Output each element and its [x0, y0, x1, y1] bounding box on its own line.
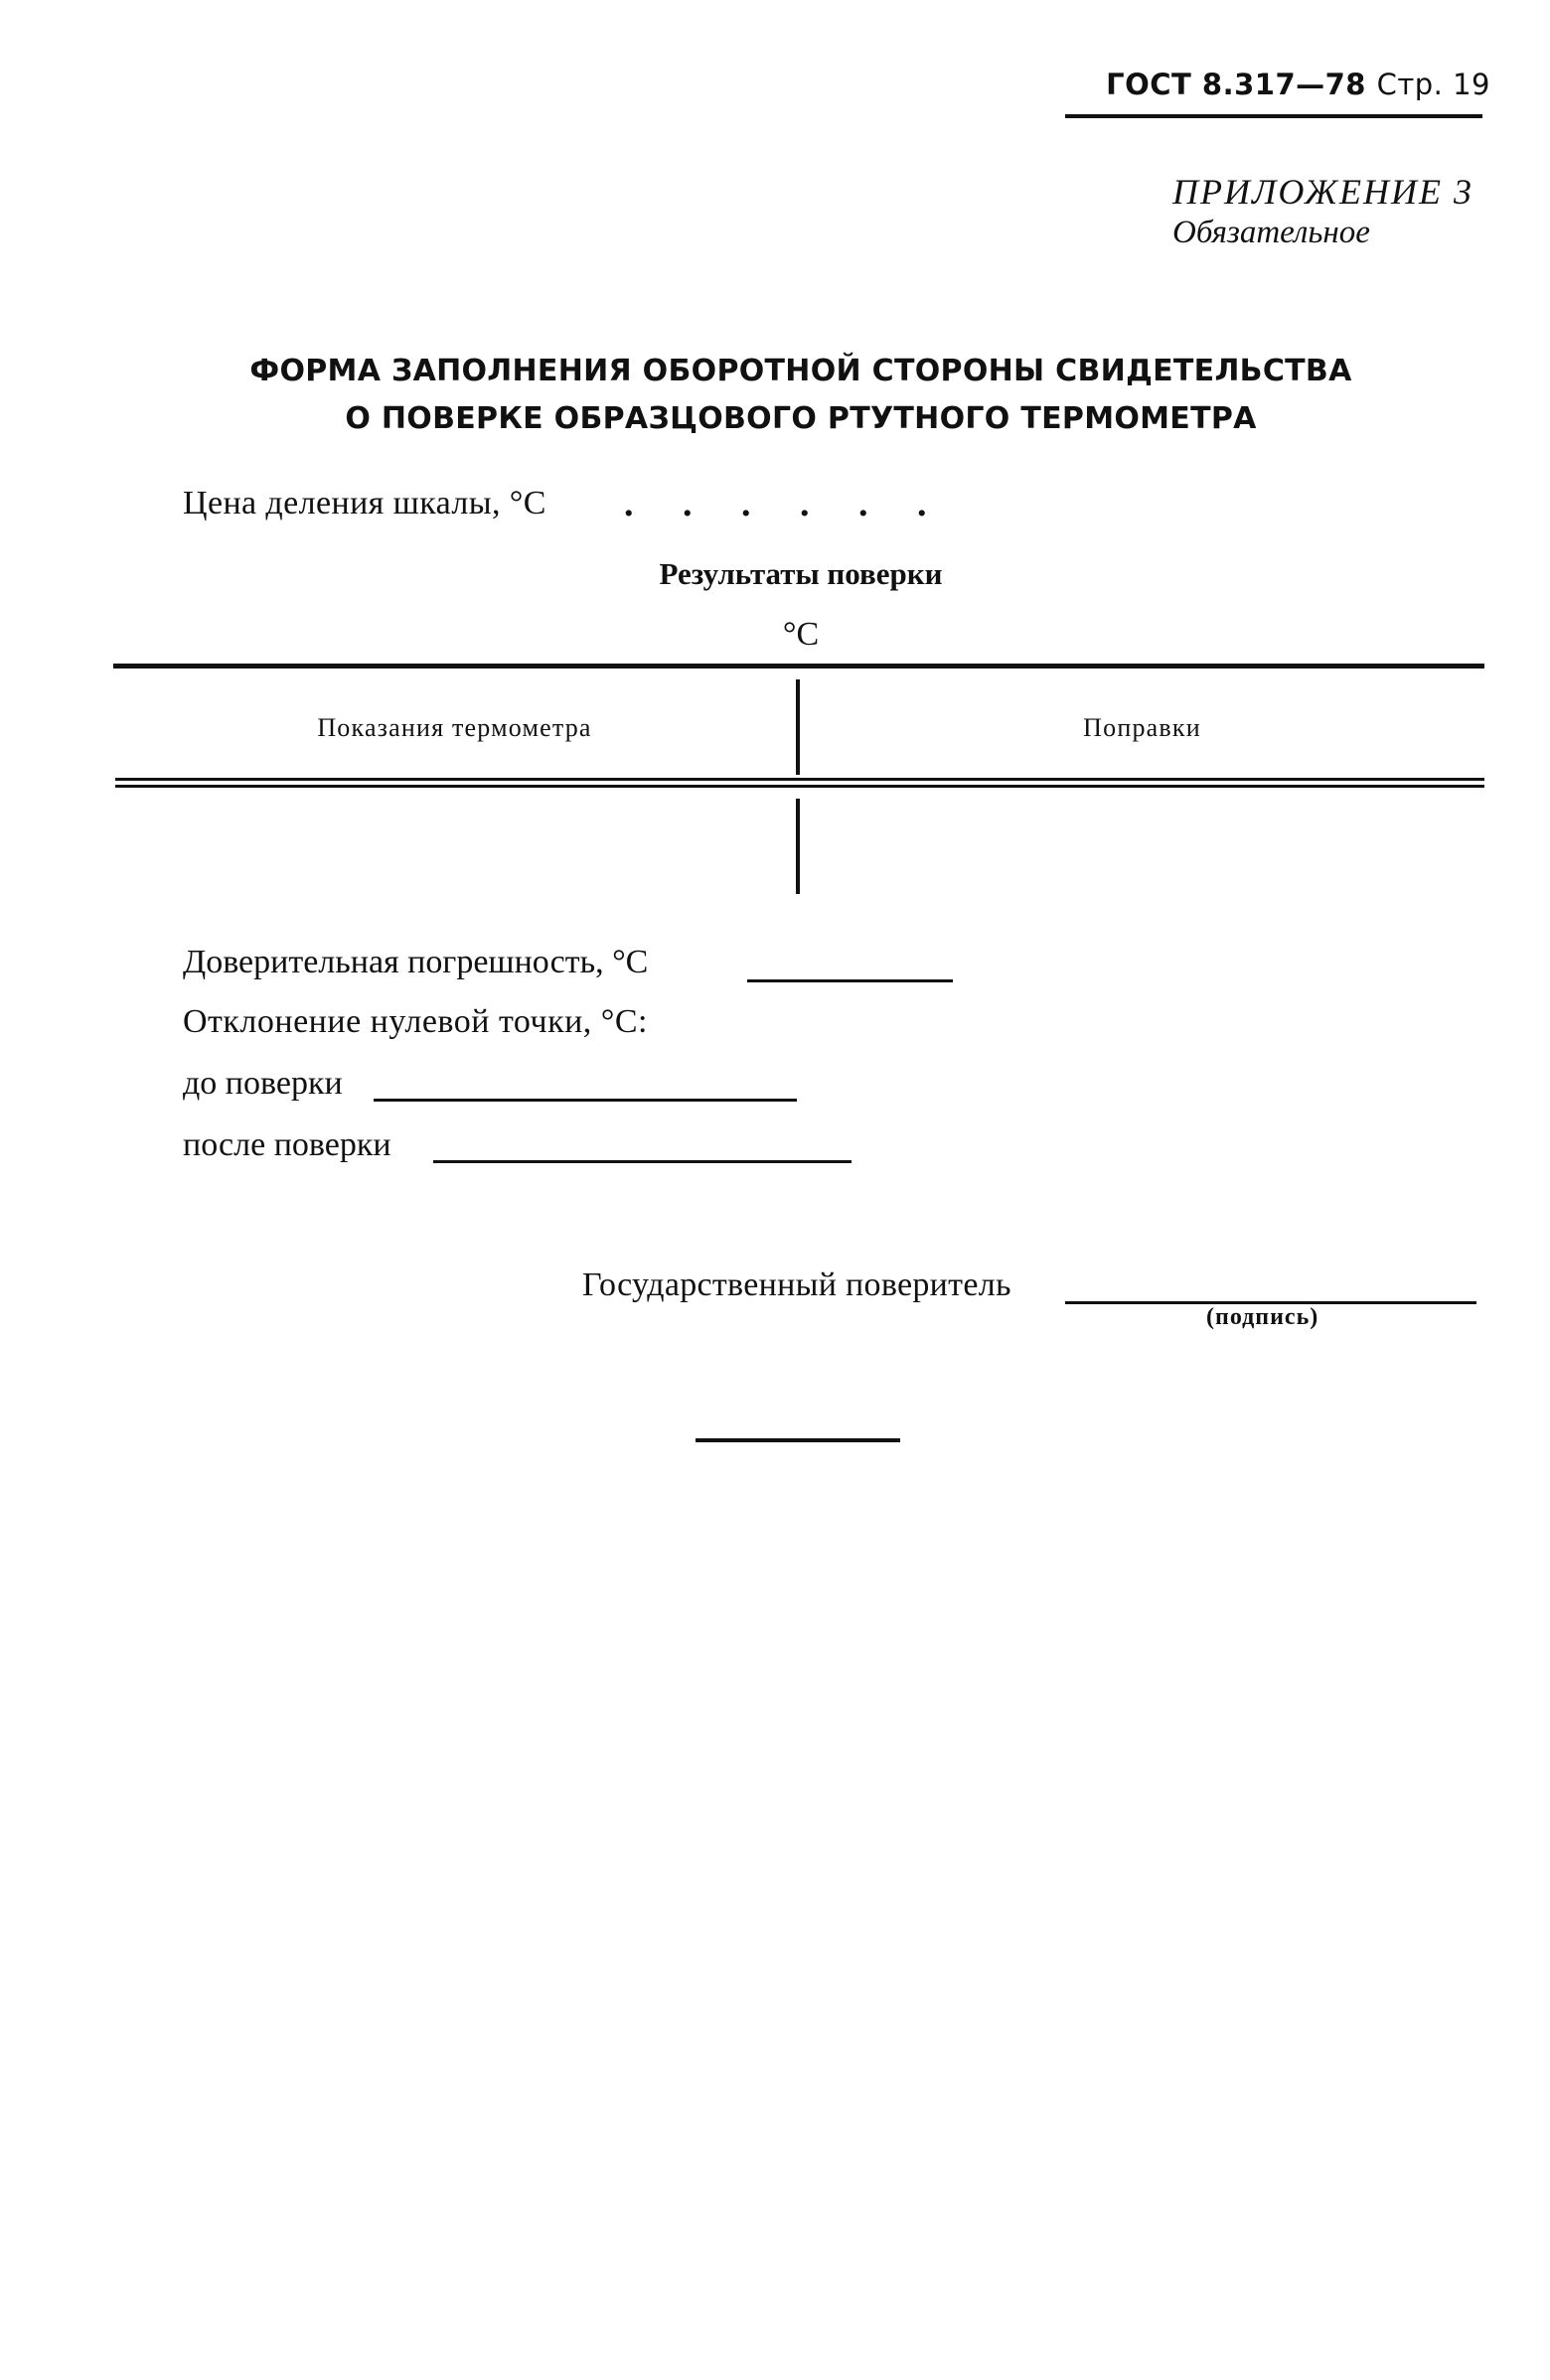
confidence-error-label: Доверительная погрешность, °С [183, 944, 649, 980]
appendix-title: ПРИЛОЖЕНИЕ 3 [1172, 172, 1473, 212]
before-verification-label: до поверки [183, 1065, 343, 1102]
confidence-error-blank[interactable] [747, 979, 953, 982]
results-heading: Результаты поверки [659, 556, 943, 591]
header-rule [1065, 114, 1482, 118]
column-header-readings: Показания термометра [317, 713, 592, 742]
signature-caption: (подпись) [1206, 1304, 1319, 1330]
form-title-line-2: О ПОВЕРКЕ ОБРАЗЦОВОГО РТУТНОГО ТЕРМОМЕТРА [345, 401, 1257, 436]
scale-division-label: Цена деления шкалы, °С [183, 485, 546, 521]
after-verification-blank[interactable] [433, 1160, 852, 1163]
table-header-rule-upper [115, 778, 1484, 781]
table-header-rule-lower [115, 785, 1484, 788]
table-body-divider [796, 799, 800, 894]
state-inspector-label: Государственный поверитель [582, 1266, 1011, 1303]
column-header-corrections: Поправки [1083, 713, 1201, 742]
results-unit: °С [782, 616, 820, 653]
zero-deviation-label: Отклонение нулевой точки, °С: [183, 1003, 649, 1040]
table-top-rule [113, 664, 1484, 669]
page-header [1106, 68, 1490, 101]
page-number: Стр. 19 [1376, 68, 1490, 101]
before-verification-blank[interactable] [374, 1099, 797, 1102]
end-rule [696, 1438, 900, 1442]
after-verification-label: после поверки [183, 1126, 391, 1163]
form-title-line-1: ФОРМА ЗАПОЛНЕНИЯ ОБОРОТНОЙ СТОРОНЫ СВИДЕТЕЛЬСТВА [249, 354, 1352, 388]
appendix-status: Обязательное [1172, 215, 1370, 250]
scale-division-dots: . . . . . . [624, 483, 947, 524]
standard-number: ГОСТ 8.317—78 [1106, 68, 1366, 101]
